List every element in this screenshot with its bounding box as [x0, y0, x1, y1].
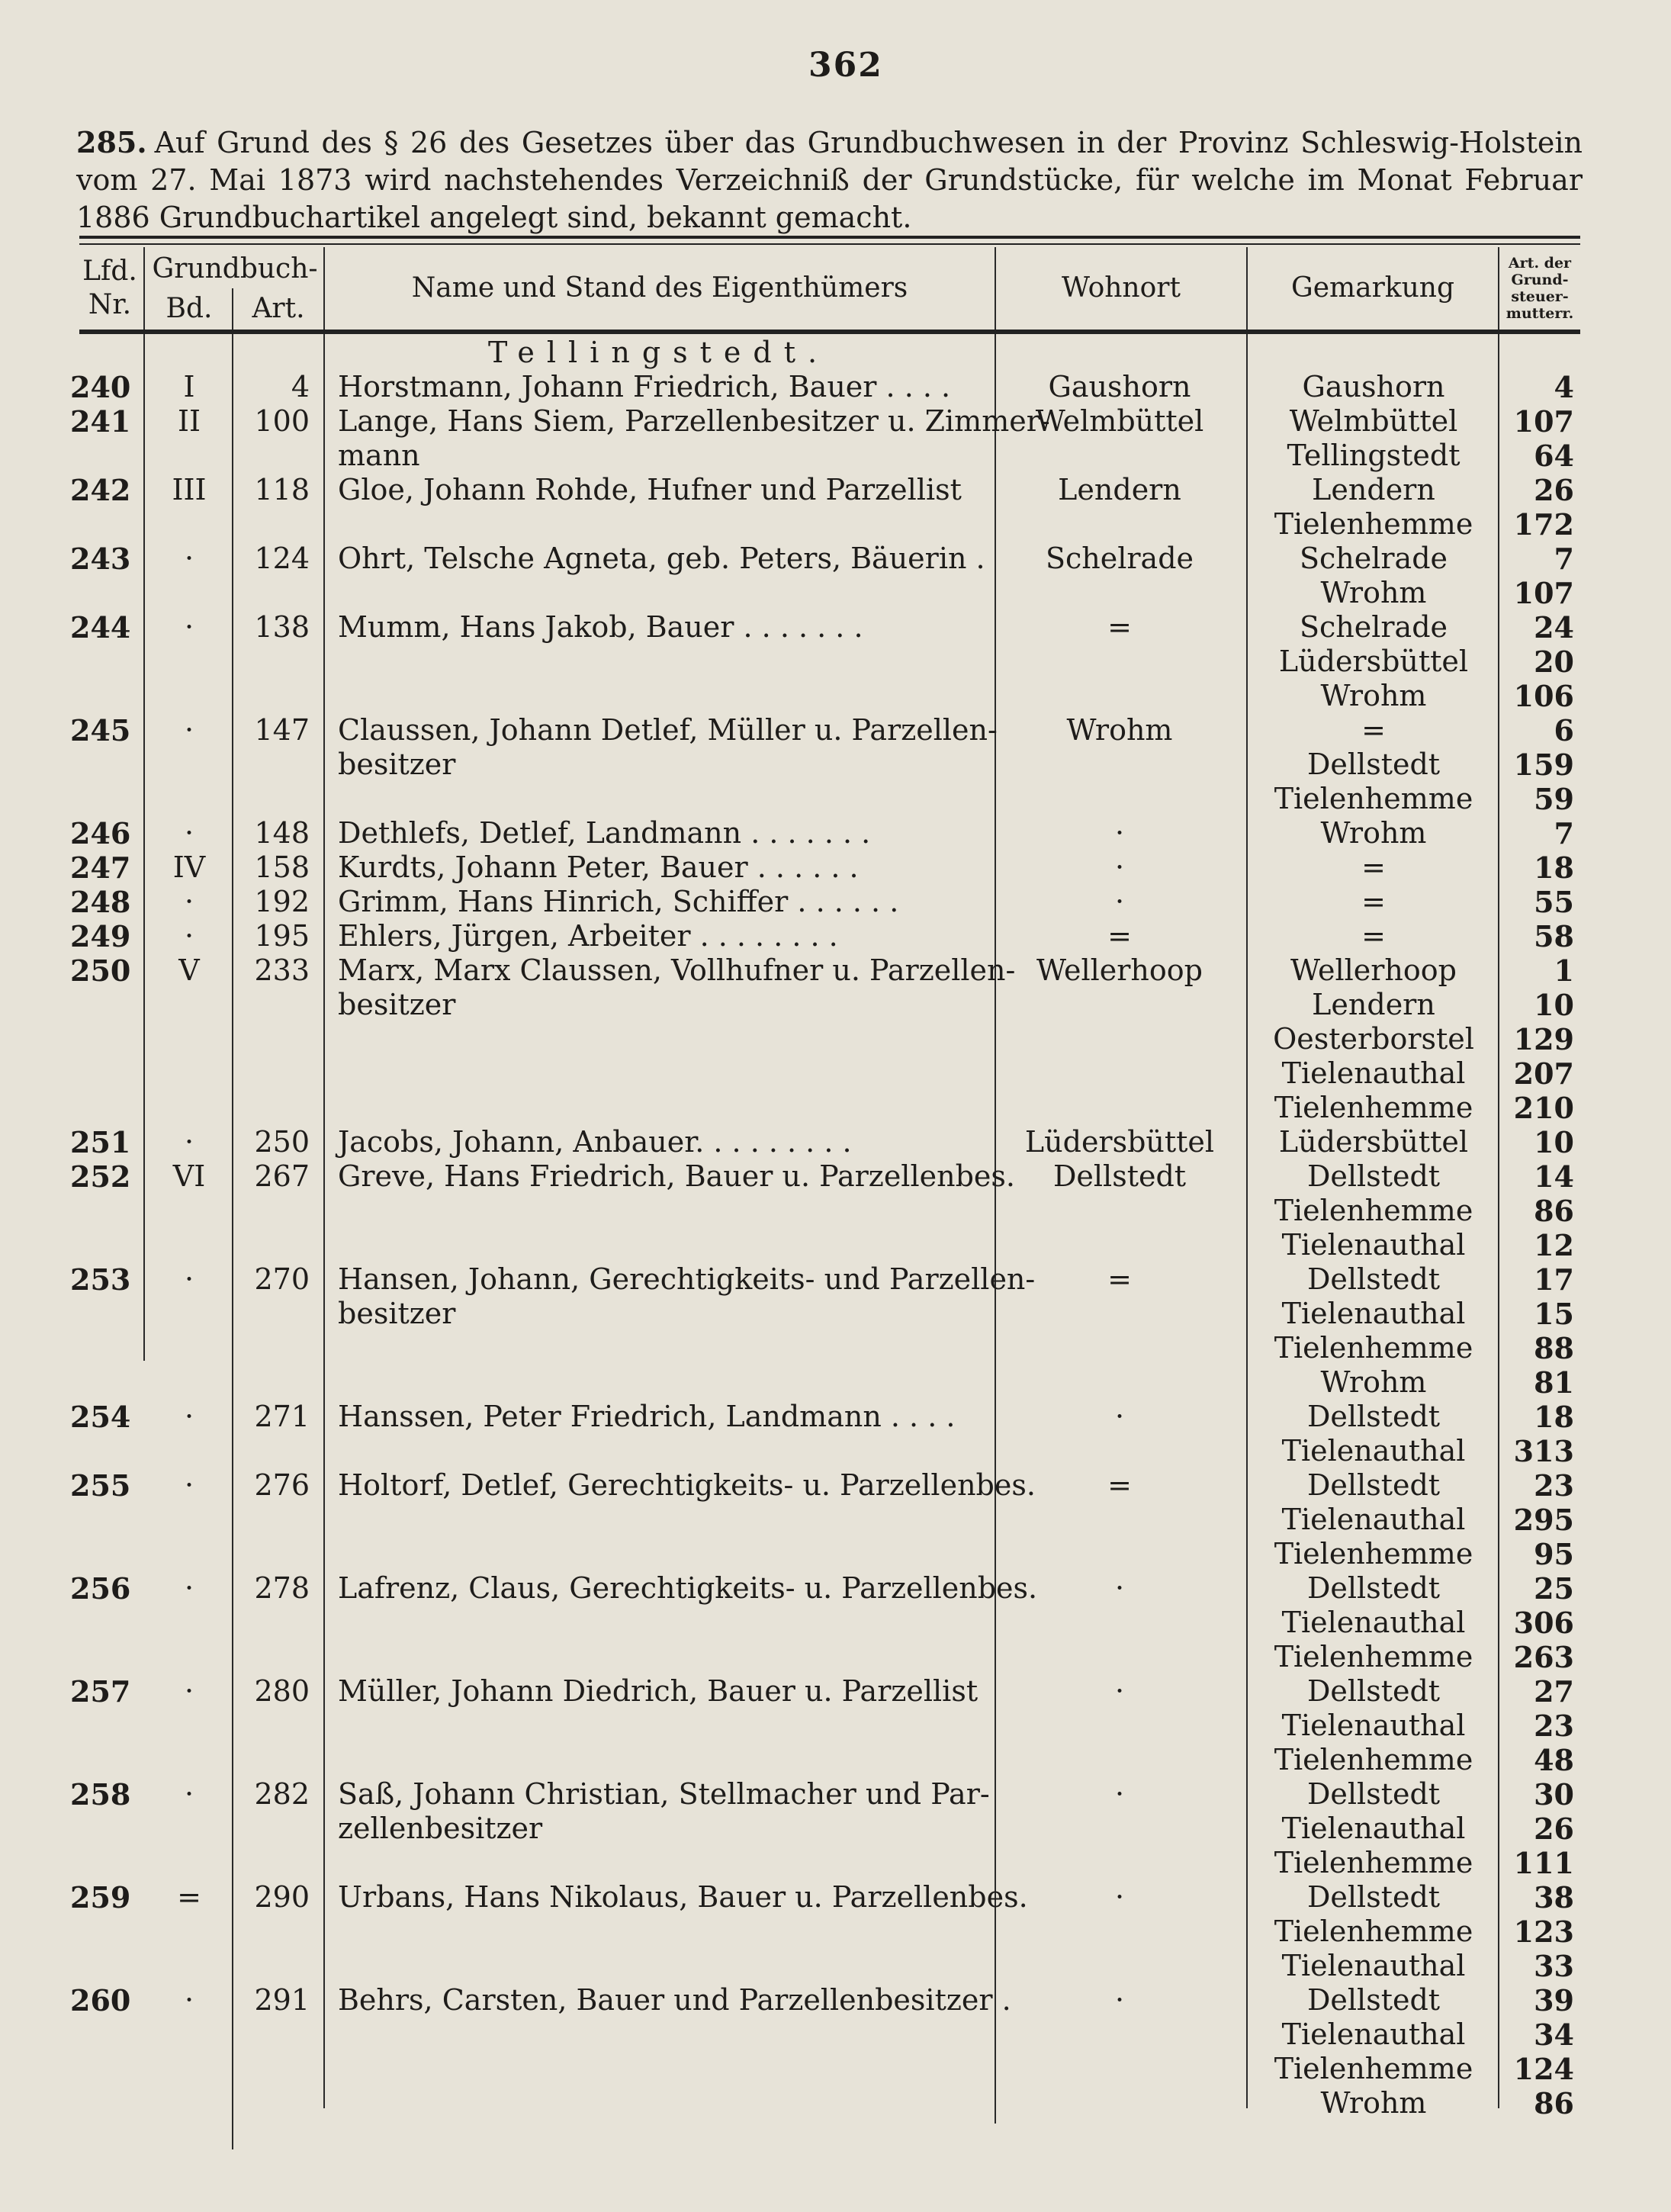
row-wohnort: Lüdersbüttel	[1024, 1125, 1215, 1159]
row-art: 276	[254, 1468, 310, 1502]
row-nr: 258	[70, 1777, 131, 1812]
row-gemarkung: Oesterborstel	[1273, 1022, 1474, 1056]
row-owner-name-line: Holtorf, Detlef, Gerechtigkeits- u. Parzellenbes.	[338, 1468, 1036, 1502]
row-gemarkung: Tielenhemme	[1274, 782, 1473, 815]
row-gemarkung: Dellstedt	[1306, 1674, 1441, 1708]
row-art: 192	[254, 885, 310, 918]
row-owner-name	[338, 1262, 1036, 1331]
row-owner-name-line: Ohrt, Telsche Agneta, geb. Peters, Bäuerin .	[338, 542, 985, 575]
row-gemarkung: Tielenauthal	[1281, 1812, 1466, 1845]
row-mutterrolle-art: 111	[1513, 1846, 1574, 1880]
row-mutterrolle-art: 20	[1534, 645, 1574, 679]
row-mutterrolle-art: 38	[1534, 1880, 1574, 1915]
row-owner-name	[338, 1400, 992, 1434]
row-gemarkung: Tielenauthal	[1281, 1709, 1466, 1742]
row-mutterrolle-art: 7	[1554, 542, 1574, 576]
row-owner-name-line: Ehlers, Jürgen, Arbeiter . . . . . . . .	[338, 919, 838, 953]
row-owner-name-line: Kurdts, Johann Peter, Bauer . . . . . .	[338, 850, 859, 884]
header-wohnort: Wohnort	[1062, 272, 1181, 304]
row-gemarkung: Dellstedt	[1306, 1983, 1441, 2017]
row-nr: 245	[70, 713, 131, 748]
row-wohnort: Welmbüttel	[1035, 404, 1204, 438]
row-owner-name-line: Dethlefs, Detlef, Landmann . . . . . . .	[338, 816, 871, 850]
row-nr: 257	[70, 1674, 131, 1709]
header-bottom-rule	[79, 330, 1580, 334]
row-nr: 255	[70, 1468, 131, 1503]
header-lfd-nr: Lfd. Nr.	[82, 256, 137, 320]
row-owner-name	[338, 919, 992, 953]
row-gemarkung: Dellstedt	[1306, 1880, 1441, 1914]
row-nr: 244	[70, 610, 131, 645]
row-gemarkung: Tielenhemme	[1274, 507, 1473, 541]
row-mutterrolle-art: 48	[1534, 1743, 1574, 1777]
row-mutterrolle-art: 17	[1534, 1262, 1574, 1297]
table-row	[0, 919, 1671, 953]
row-owner-name-line: Grimm, Hans Hinrich, Schiffer . . . . . .	[338, 885, 899, 918]
row-owner-name	[338, 713, 998, 782]
table-row	[0, 1468, 1671, 1571]
table-row	[0, 610, 1671, 713]
row-gemarkung: Dellstedt	[1306, 1468, 1441, 1502]
table-row	[0, 1262, 1671, 1400]
row-art: 250	[254, 1125, 310, 1159]
table-row	[0, 1571, 1671, 1674]
row-gemarkung: Welmbüttel	[1289, 404, 1458, 438]
row-gemarkung: =	[1361, 919, 1386, 953]
row-art: 158	[254, 850, 310, 884]
row-mutterrolle-art: 88	[1534, 1331, 1574, 1365]
row-art: 147	[254, 713, 310, 747]
row-bd: ·	[184, 542, 194, 575]
row-nr: 249	[70, 919, 131, 953]
row-wohnort: =	[1107, 610, 1132, 644]
row-gemarkung: Tielenhemme	[1274, 1194, 1473, 1227]
row-mutterrolle-art: 58	[1534, 919, 1574, 953]
row-gemarkung: Wrohm	[1320, 2086, 1427, 2120]
row-gemarkung: Gaushorn	[1302, 370, 1445, 403]
row-art: 138	[254, 610, 310, 644]
table-row	[0, 816, 1671, 850]
row-mutterrolle-art: 107	[1513, 576, 1574, 610]
row-owner-name	[338, 473, 992, 507]
row-gemarkung: Tielenauthal	[1281, 1434, 1466, 1468]
row-gemarkung: Tielenauthal	[1281, 1228, 1466, 1262]
row-art: 148	[254, 816, 310, 850]
row-owner-name-line: Urbans, Hans Nikolaus, Bauer u. Parzellenbes.	[338, 1880, 1028, 1914]
row-nr: 252	[70, 1159, 131, 1194]
row-gemarkung: Tielenhemme	[1274, 1743, 1473, 1776]
row-bd: ·	[184, 919, 194, 953]
row-gemarkung: Schelrade	[1299, 542, 1448, 575]
row-nr: 241	[70, 404, 131, 439]
row-bd: ·	[184, 1262, 194, 1296]
row-bd: ·	[184, 1777, 194, 1811]
row-art: 124	[254, 542, 310, 575]
row-art: 195	[254, 919, 310, 953]
row-mutterrolle-art: 172	[1513, 507, 1574, 542]
intro-text: Auf Grund des § 26 des Gesetzes über das Grundbuchwesen in der Provinz Schleswig-Holstein vom 27. Mai 1873 wird nachstehendes Verzeichniß der Grundstücke, für welche im Monat Februar 1886 Grundbuchartikel angelegt sind, bekannt gemacht.	[76, 126, 1583, 234]
row-owner-name-line: Müller, Johann Diedrich, Bauer u. Parzellist	[338, 1674, 978, 1708]
row-gemarkung: =	[1361, 885, 1386, 918]
row-bd: III	[172, 473, 207, 506]
row-owner-name-line: zellenbesitzer	[338, 1812, 543, 1845]
header-top-rule-thin	[79, 243, 1580, 245]
row-owner-name	[338, 1468, 1036, 1503]
row-gemarkung: Wrohm	[1320, 679, 1427, 712]
row-wohnort: Wrohm	[1066, 713, 1173, 747]
header-name: Name und Stand des Eigenthümers	[411, 272, 908, 304]
row-art: 278	[254, 1571, 310, 1605]
row-bd: ·	[184, 1571, 194, 1605]
row-nr: 247	[70, 850, 131, 885]
row-owner-name	[338, 1125, 992, 1159]
row-art: 270	[254, 1262, 310, 1296]
row-gemarkung: Dellstedt	[1306, 1159, 1441, 1193]
row-owner-name	[338, 404, 1050, 473]
row-wohnort: ·	[1114, 1400, 1125, 1433]
row-mutterrolle-art: 86	[1534, 2086, 1574, 2120]
row-wohnort: ·	[1114, 1674, 1125, 1708]
notice-number: 285.	[76, 125, 147, 159]
row-nr: 256	[70, 1571, 131, 1606]
row-gemarkung: Wrohm	[1320, 1365, 1427, 1399]
row-mutterrolle-art: 64	[1534, 439, 1574, 473]
row-mutterrolle-art: 33	[1534, 1949, 1574, 1983]
row-mutterrolle-art: 34	[1534, 2017, 1574, 2052]
row-art: 290	[254, 1880, 310, 1914]
row-gemarkung: Dellstedt	[1306, 748, 1441, 781]
row-wohnort: ·	[1114, 850, 1125, 884]
row-gemarkung: Dellstedt	[1306, 1571, 1441, 1605]
row-bd: ·	[184, 713, 194, 747]
row-wohnort: ·	[1114, 1880, 1125, 1914]
row-wohnort: Lendern	[1058, 473, 1181, 506]
row-owner-name-line: Claussen, Johann Detlef, Müller u. Parzellen-	[338, 713, 998, 747]
row-owner-name-line: mann	[338, 439, 420, 472]
row-nr: 260	[70, 1983, 131, 2017]
row-gemarkung: Tielenhemme	[1274, 1091, 1473, 1124]
row-nr: 248	[70, 885, 131, 919]
header-grundbuch: Grundbuch-	[152, 253, 318, 285]
row-wohnort: ·	[1114, 885, 1125, 918]
row-gemarkung: Tielenhemme	[1274, 2052, 1473, 2085]
page-number: 362	[808, 46, 883, 85]
row-owner-name	[338, 885, 992, 919]
row-owner-name-line: Hanssen, Peter Friedrich, Landmann . . . .	[338, 1400, 956, 1433]
row-owner-name-line: besitzer	[338, 1297, 456, 1330]
row-art: 118	[254, 473, 310, 506]
row-mutterrolle-art: 18	[1534, 850, 1574, 885]
row-owner-name-line: Gloe, Johann Rohde, Hufner und Parzellist	[338, 473, 962, 506]
row-owner-name-line: Saß, Johann Christian, Stellmacher und Par-	[338, 1777, 990, 1811]
row-owner-name	[338, 610, 992, 645]
row-wohnort: =	[1107, 1468, 1132, 1502]
row-owner-name-line: besitzer	[338, 988, 456, 1021]
row-owner-name	[338, 1777, 992, 1846]
table-row	[0, 542, 1671, 610]
row-bd: II	[177, 404, 201, 438]
row-gemarkung: Tielenauthal	[1281, 1503, 1466, 1536]
row-gemarkung: Tellingstedt	[1287, 439, 1461, 472]
row-nr: 243	[70, 542, 131, 576]
row-gemarkung: Tielenauthal	[1281, 1056, 1466, 1090]
table-row	[0, 850, 1671, 885]
row-gemarkung: Tielenhemme	[1274, 1915, 1473, 1948]
row-gemarkung: Tielenauthal	[1281, 1949, 1466, 1982]
row-bd: ·	[184, 1983, 194, 2017]
row-mutterrolle-art: 107	[1513, 404, 1574, 439]
row-wohnort: ·	[1114, 1571, 1125, 1605]
row-gemarkung: Schelrade	[1299, 610, 1448, 644]
row-nr: 246	[70, 816, 131, 850]
row-nr: 259	[70, 1880, 131, 1915]
row-gemarkung: Tielenhemme	[1274, 1331, 1473, 1365]
row-owner-name-line: Hansen, Johann, Gerechtigkeits- und Parzellen-	[338, 1262, 1036, 1296]
row-owner-name-line: Behrs, Carsten, Bauer und Parzellenbesitzer .	[338, 1983, 1011, 2017]
row-mutterrolle-art: 27	[1534, 1674, 1574, 1709]
row-mutterrolle-art: 14	[1534, 1159, 1574, 1194]
row-wohnort: Schelrade	[1045, 542, 1194, 575]
row-bd: ·	[184, 610, 194, 644]
row-gemarkung: =	[1361, 850, 1386, 884]
intro-paragraph	[76, 124, 1583, 236]
row-mutterrolle-art: 15	[1534, 1297, 1574, 1331]
row-wohnort: ·	[1114, 1983, 1125, 2017]
table-row	[0, 953, 1671, 1125]
row-nr: 251	[70, 1125, 131, 1159]
row-mutterrolle-art: 263	[1513, 1640, 1574, 1674]
row-art: 100	[254, 404, 310, 438]
row-bd: ·	[184, 885, 194, 918]
row-owner-name-line: Greve, Hans Friedrich, Bauer u. Parzellenbes.	[338, 1159, 1015, 1193]
row-mutterrolle-art: 129	[1513, 1022, 1574, 1056]
row-nr: 242	[70, 473, 131, 507]
row-gemarkung: Lendern	[1312, 988, 1435, 1021]
row-mutterrolle-art: 159	[1513, 748, 1574, 782]
row-owner-name-line: Lafrenz, Claus, Gerechtigkeits- u. Parzellenbes.	[338, 1571, 1038, 1605]
row-gemarkung: Tielenauthal	[1281, 2017, 1466, 2051]
table-row	[0, 1400, 1671, 1468]
table-row	[0, 713, 1671, 816]
table-row	[0, 1983, 1671, 2120]
row-nr: 240	[70, 370, 131, 404]
row-gemarkung: Tielenhemme	[1274, 1640, 1473, 1673]
row-wohnort: =	[1107, 1262, 1132, 1296]
row-owner-name	[338, 1983, 1011, 2017]
row-owner-name	[338, 542, 992, 576]
row-art: 280	[254, 1674, 310, 1708]
row-mutterrolle-art: 306	[1513, 1606, 1574, 1640]
row-owner-name	[338, 1880, 1028, 1915]
row-mutterrolle-art: 313	[1513, 1434, 1574, 1468]
row-gemarkung: Lendern	[1312, 473, 1435, 506]
row-bd: I	[183, 370, 195, 403]
row-mutterrolle-art: 295	[1513, 1503, 1574, 1537]
row-owner-name	[338, 1571, 1038, 1606]
row-art: 282	[254, 1777, 310, 1811]
row-owner-name	[338, 1674, 992, 1709]
table-row	[0, 1159, 1671, 1262]
row-mutterrolle-art: 26	[1534, 1812, 1574, 1846]
row-owner-name-line: Mumm, Hans Jakob, Bauer . . . . . . .	[338, 610, 863, 644]
row-bd: ·	[184, 1468, 194, 1502]
row-gemarkung: Lüdersbüttel	[1278, 645, 1469, 678]
row-bd: ·	[184, 1400, 194, 1433]
row-wohnort: =	[1107, 919, 1132, 953]
row-art: 291	[254, 1983, 310, 2017]
row-mutterrolle-art: 106	[1513, 679, 1574, 713]
row-mutterrolle-art: 81	[1534, 1365, 1574, 1400]
table-row	[0, 473, 1671, 542]
row-gemarkung: Wellerhoop	[1290, 953, 1457, 987]
table-row	[0, 1674, 1671, 1777]
row-mutterrolle-art: 24	[1534, 610, 1574, 645]
row-mutterrolle-art: 207	[1513, 1056, 1574, 1091]
row-art: 267	[254, 1159, 310, 1193]
row-mutterrolle-art: 4	[1554, 370, 1574, 404]
row-gemarkung: Tielenauthal	[1281, 1297, 1466, 1330]
row-mutterrolle-art: 123	[1513, 1915, 1574, 1949]
table-row	[0, 370, 1671, 404]
header-art: Art.	[252, 293, 305, 324]
table-row	[0, 885, 1671, 919]
row-mutterrolle-art: 25	[1534, 1571, 1574, 1606]
row-art: 233	[254, 953, 310, 987]
table-row	[0, 1125, 1671, 1159]
row-gemarkung: Wrohm	[1320, 816, 1427, 850]
row-bd: ·	[184, 1125, 194, 1159]
header-art-mutterrolle: Art. der Grund- steuer- mutterr.	[1506, 255, 1574, 322]
header-top-rule	[79, 236, 1580, 239]
row-owner-name	[338, 370, 992, 404]
row-mutterrolle-art: 12	[1534, 1228, 1574, 1262]
row-mutterrolle-art: 6	[1554, 713, 1574, 748]
row-mutterrolle-art: 210	[1513, 1091, 1574, 1125]
row-gemarkung: =	[1361, 713, 1386, 747]
row-mutterrolle-art: 7	[1554, 816, 1574, 850]
row-wohnort: ·	[1114, 816, 1125, 850]
row-bd: V	[178, 953, 200, 987]
header-bd: Bd.	[165, 293, 213, 324]
row-gemarkung: Tielenauthal	[1281, 1606, 1466, 1639]
row-mutterrolle-art: 10	[1534, 988, 1574, 1022]
row-gemarkung: Tielenhemme	[1274, 1537, 1473, 1571]
row-mutterrolle-art: 55	[1534, 885, 1574, 919]
row-owner-name	[338, 850, 992, 885]
header-gemarkung: Gemarkung	[1290, 272, 1455, 304]
row-gemarkung: Lüdersbüttel	[1278, 1125, 1469, 1159]
row-nr: 250	[70, 953, 131, 988]
table-row	[0, 404, 1671, 473]
row-mutterrolle-art: 18	[1534, 1400, 1574, 1434]
row-mutterrolle-art: 10	[1534, 1125, 1574, 1159]
row-bd: =	[177, 1880, 201, 1914]
row-owner-name-line: Horstmann, Johann Friedrich, Bauer . . . .	[338, 370, 951, 403]
row-owner-name	[338, 953, 1016, 1022]
row-bd: VI	[172, 1159, 206, 1193]
row-owner-name-line: besitzer	[338, 748, 456, 781]
row-nr: 254	[70, 1400, 131, 1434]
row-mutterrolle-art: 95	[1534, 1537, 1574, 1571]
table-row	[0, 1880, 1671, 1983]
row-gemarkung: Tielenhemme	[1274, 1846, 1473, 1879]
row-mutterrolle-art: 23	[1534, 1709, 1574, 1743]
row-owner-name	[338, 1159, 1015, 1194]
row-gemarkung: Wrohm	[1320, 576, 1427, 609]
section-title: Tellingstedt.	[488, 336, 830, 369]
row-mutterrolle-art: 23	[1534, 1468, 1574, 1503]
row-gemarkung: Dellstedt	[1306, 1400, 1441, 1433]
row-nr: 253	[70, 1262, 131, 1297]
row-owner-name-line: Jacobs, Johann, Anbauer. . . . . . . . .	[338, 1125, 852, 1159]
table-row	[0, 1777, 1671, 1880]
row-owner-name-line: Marx, Marx Claussen, Vollhufner u. Parzellen-	[338, 953, 1016, 987]
row-bd: ·	[184, 1674, 194, 1708]
row-bd: ·	[184, 816, 194, 850]
row-mutterrolle-art: 1	[1554, 953, 1574, 988]
row-bd: IV	[172, 850, 206, 884]
row-wohnort: Gaushorn	[1048, 370, 1191, 403]
row-mutterrolle-art: 30	[1534, 1777, 1574, 1812]
row-mutterrolle-art: 86	[1534, 1194, 1574, 1228]
row-mutterrolle-art: 124	[1513, 2052, 1574, 2086]
row-wohnort: Wellerhoop	[1036, 953, 1203, 987]
row-wohnort: ·	[1114, 1777, 1125, 1811]
row-art: 271	[254, 1400, 310, 1433]
row-gemarkung: Dellstedt	[1306, 1262, 1441, 1296]
row-gemarkung: Dellstedt	[1306, 1777, 1441, 1811]
row-mutterrolle-art: 39	[1534, 1983, 1574, 2017]
row-wohnort: Dellstedt	[1052, 1159, 1187, 1193]
row-mutterrolle-art: 26	[1534, 473, 1574, 507]
row-owner-name-line: Lange, Hans Siem, Parzellenbesitzer u. Zimmer-	[338, 404, 1050, 438]
row-mutterrolle-art: 59	[1534, 782, 1574, 816]
row-art: 4	[291, 370, 310, 403]
row-owner-name	[338, 816, 992, 850]
